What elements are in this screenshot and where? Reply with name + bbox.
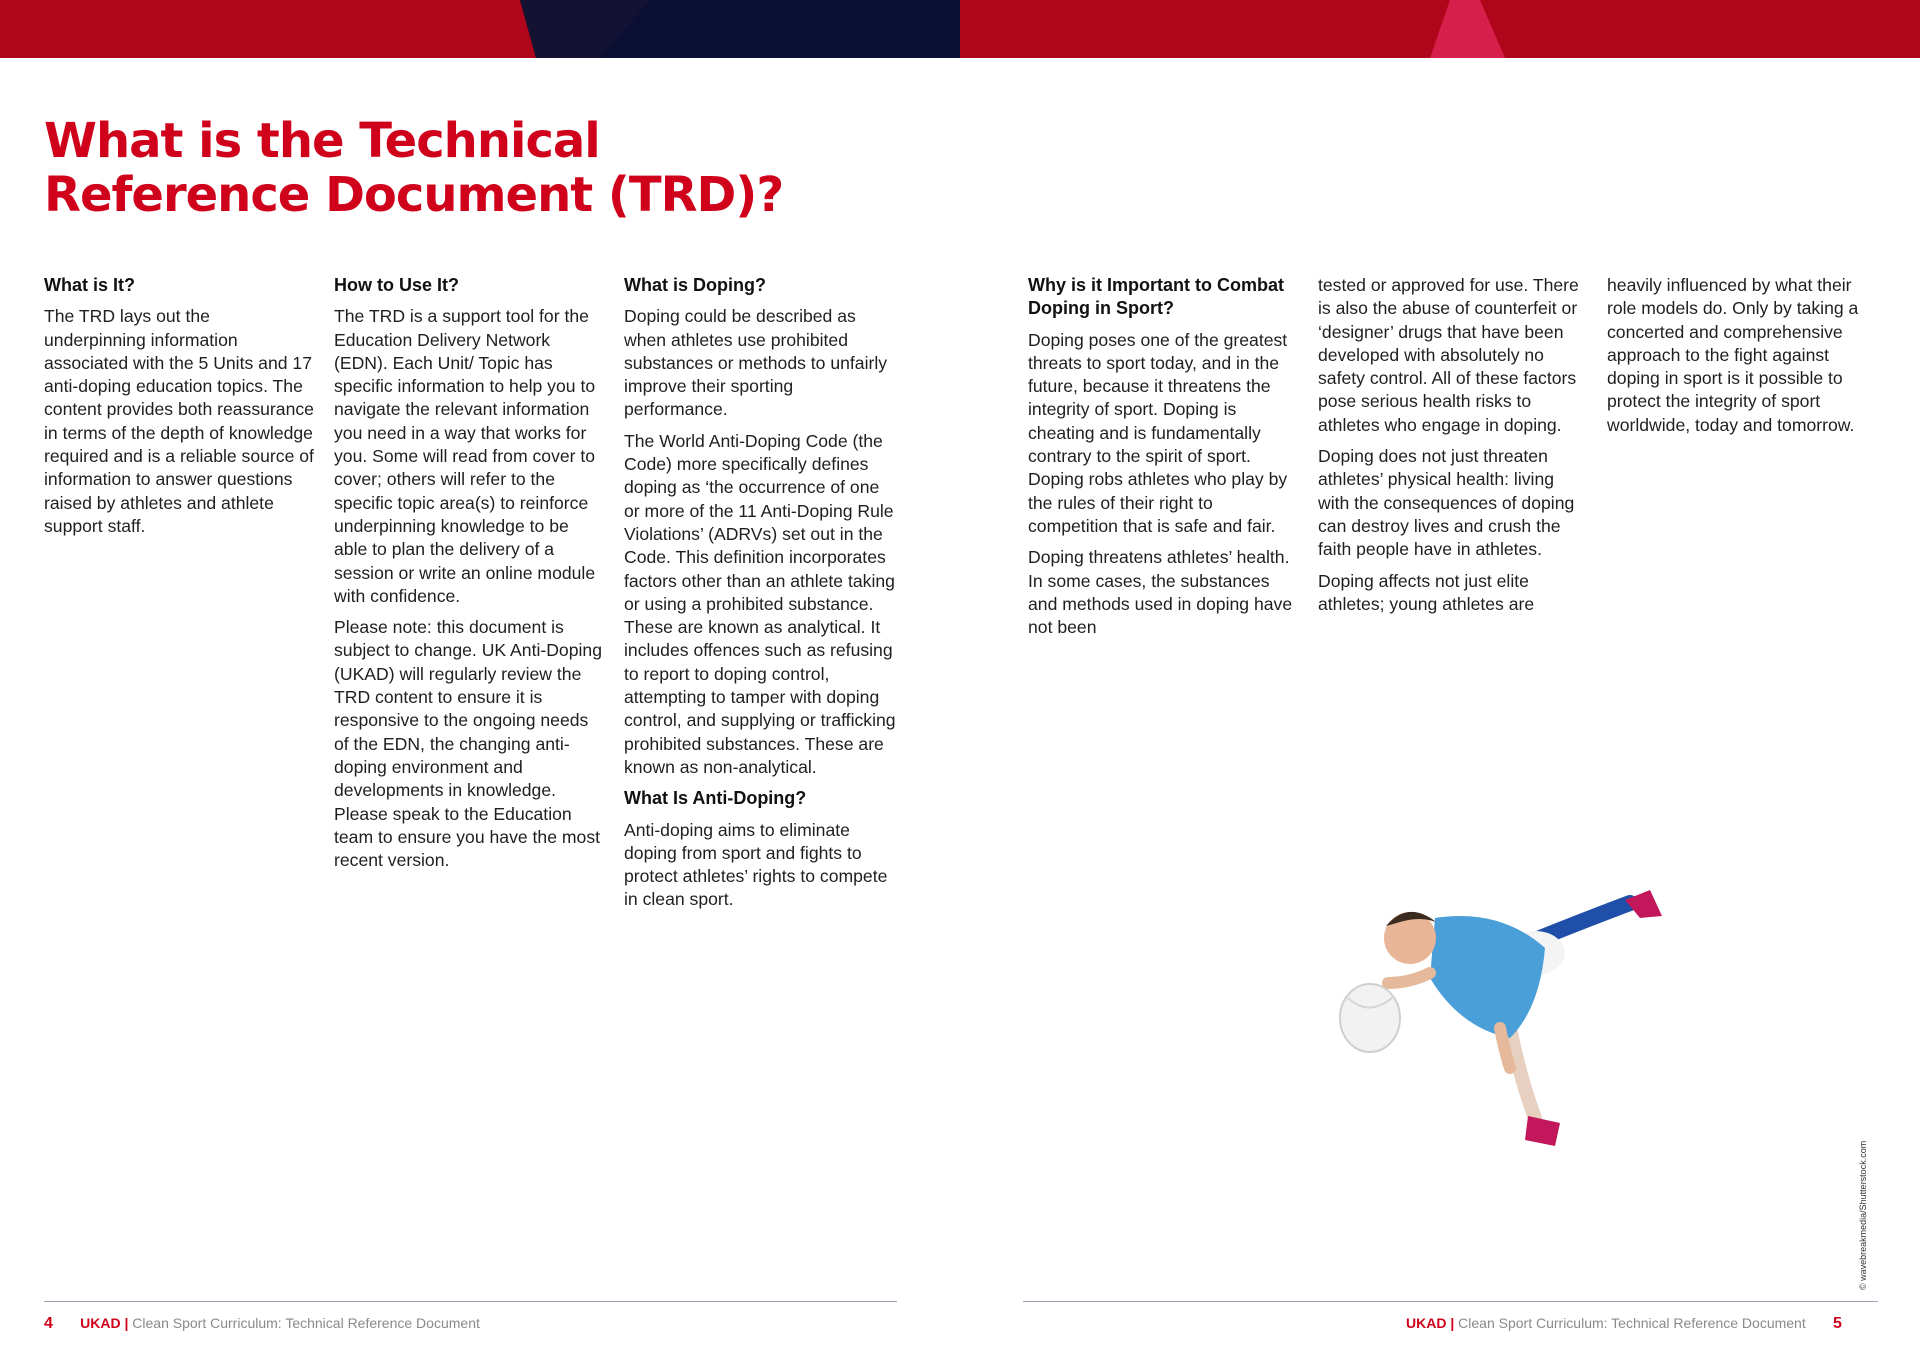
header-banner-right bbox=[960, 0, 1920, 58]
footer-brand-right: UKAD bbox=[1406, 1315, 1447, 1331]
column-what-is-it bbox=[44, 274, 316, 546]
paragraph: Please note: this document is subject to change. UK Anti-Doping (UKAD) will regularly review the TRD content to ensure it is responsive to the ongoing needs of the EDN, the changing anti-doping environment and developments in knowledge. Please speak to the Education team to ensure you have the most recent version. bbox=[334, 617, 602, 871]
page-number-right: 5 bbox=[1832, 1315, 1842, 1332]
footer-separator-left: | bbox=[124, 1315, 129, 1331]
title-line-2: Reference Document (TRD)? bbox=[44, 167, 784, 223]
footer-doc-title-right: Clean Sport Curriculum: Technical Reference Document bbox=[1458, 1315, 1806, 1331]
heading-what-is-it: What is It? bbox=[44, 275, 135, 295]
column-continued-2 bbox=[1607, 274, 1879, 445]
title-line-1: What is the Technical bbox=[44, 113, 600, 169]
paragraph: Doping could be described as when athletes use prohibited substances or methods to unfairly improve their sporting performance. bbox=[624, 306, 888, 420]
footer-doc-title-left: Clean Sport Curriculum: Technical Reference Document bbox=[132, 1315, 480, 1331]
heading-what-is-doping: What is Doping? bbox=[624, 275, 766, 295]
paragraph: Doping threatens athletes’ health. In some cases, the substances and methods used in doping have not been bbox=[1028, 547, 1293, 638]
paragraph: The TRD lays out the underpinning information associated with the 5 Units and 17 anti-doping education topics. The content provides both reassurance in terms of the depth of knowledge required and is a reliable source of information to answer questions raised by athletes and athlete support staff. bbox=[44, 306, 314, 536]
paragraph: Doping does not just threaten athletes’ physical health: living with the consequences of doping can destroy lives and crush the faith people have in athletes. bbox=[1318, 446, 1575, 560]
paragraph: heavily influenced by what their role models do. Only by taking a concerted and comprehensive approach to the fight against doping in sport is it possible to protect the integrity of sport worldwide, today and tomorrow. bbox=[1607, 275, 1859, 435]
header-banner-left bbox=[0, 0, 960, 58]
paragraph: tested or approved for use. There is also the abuse of counterfeit or ‘designer’ drugs that have been developed with absolutely no safety control. All of these factors pose serious health risks to athletes who engage in doping. bbox=[1318, 275, 1579, 435]
rugby-player-image bbox=[1270, 878, 1690, 1178]
page-title bbox=[44, 114, 824, 222]
paragraph: Doping poses one of the greatest threats to sport today, and in the future, because it threatens the integrity of sport. Doping is cheating and is fundamentally contrary to the spirit of sport. Doping robs athletes who play by the rules of their right to competition that is safe and fair. bbox=[1028, 329, 1288, 536]
column-continued-1 bbox=[1318, 274, 1590, 624]
heading-how-to-use: How to Use It? bbox=[334, 275, 459, 295]
footer-rule-left bbox=[44, 1301, 897, 1302]
footer-right bbox=[1406, 1314, 1842, 1333]
footer-left bbox=[44, 1314, 480, 1333]
paragraph: Doping affects not just elite athletes; young athletes are bbox=[1318, 570, 1535, 614]
page-number-left: 4 bbox=[44, 1315, 53, 1332]
heading-why-important: Why is it Important to Combat Doping in Sport? bbox=[1028, 275, 1284, 319]
paragraph: The TRD is a support tool for the Education Delivery Network (EDN). Each Unit/ Topic has specific information to help you to navigate the relevant information you need in a way that works for you. Some will read from cover to cover; others will refer to the specific topic area(s) to reinforce underpinning knowledge to be able to plan the delivery of a session or write an online module with confidence. bbox=[334, 306, 596, 606]
photo-credit: © wavebreakmedia/Shutterstock.com bbox=[1858, 1140, 1868, 1290]
footer-rule-right bbox=[1023, 1301, 1878, 1302]
column-why-important bbox=[1028, 274, 1300, 647]
footer-brand-left: UKAD bbox=[80, 1315, 121, 1331]
paragraph: Anti-doping aims to eliminate doping from sport and fights to protect athletes’ rights to compete in clean sport. bbox=[624, 819, 888, 910]
paragraph: The World Anti-Doping Code (the Code) more specifically defines doping as ‘the occurrence of one or more of the 11 Anti-Doping Rule Violations’ (ADRVs) set out in the Code. This definition incorporates factors other than an athlete taking or using a prohibited substance. These are known as analytical. It includes offences such as refusing to report to doping control, attempting to tamper with doping control, and supplying or trafficking prohibited substances. These are known as non-analytical. bbox=[624, 430, 896, 777]
footer-separator-right: | bbox=[1450, 1315, 1455, 1331]
column-what-is-doping bbox=[624, 274, 896, 920]
column-how-to-use bbox=[334, 274, 606, 880]
heading-what-is-anti-doping: What Is Anti-Doping? bbox=[624, 788, 807, 809]
